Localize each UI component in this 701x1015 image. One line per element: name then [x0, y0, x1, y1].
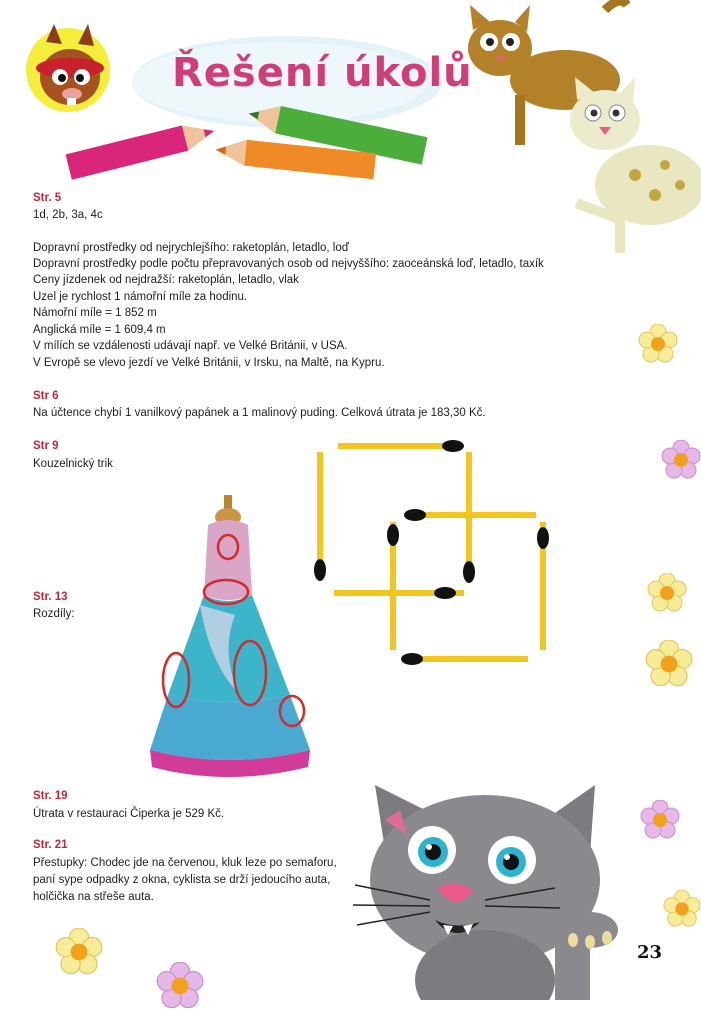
str-21-line-1: Přestupky: Chodec jde na červenou, kluk leze po semaforu, [33, 857, 337, 869]
flower-icon [55, 928, 103, 976]
str-5-line-3: Dopravní prostředky od nejrychlejšího: raketoplán, letadlo, loď [33, 242, 349, 254]
str-5-line-10: V Evropě se vlevo jezdí ve Velké Británii, v Irsku, na Maltě, na Kypru. [33, 357, 385, 369]
flower-icon [647, 573, 687, 613]
str-5-line-8: Anglická míle = 1 609,4 m [33, 324, 166, 336]
matchstick-puzzle [300, 430, 560, 670]
heading-str-9: Str 9 [33, 440, 59, 452]
heading-str-13: Str. 13 [33, 591, 68, 603]
pencils-icon [55, 100, 435, 190]
page-number: 23 [637, 942, 663, 963]
flower-icon [638, 324, 678, 364]
str-5-line-9: V mílích se vzdálenosti udávají např. ve Velké Británii, v USA. [33, 340, 348, 352]
grey-cat-icon [345, 780, 630, 1000]
str-5-line-7: Námořní míle = 1 852 m [33, 307, 157, 319]
flower-icon [645, 640, 693, 688]
page-title: Řešení úkolů [172, 50, 473, 96]
str-6-text: Na účtence chybí 1 vanilkový papánek a 1 malinový puding. Celková útrata je 183,30 Kč. [33, 407, 486, 419]
str-13-text: Rozdíly: [33, 608, 75, 620]
str-5-line-5: Ceny jízdenek od nejdražší: raketoplán, letadlo, vlak [33, 274, 299, 286]
str-5-line-4: Dopravní prostředky podle počtu přepravovaných osob od nejvyššího: zaoceánská loď, letadlo, taxík [33, 258, 544, 270]
flower-icon [661, 440, 701, 480]
spotted-cat-icon [555, 75, 701, 255]
heading-str-19: Str. 19 [33, 790, 68, 802]
dress-illustration [140, 495, 320, 795]
str-9-text: Kouzelnický trik [33, 458, 113, 470]
heading-str-5: Str. 5 [33, 192, 62, 204]
heading-str-6: Str 6 [33, 390, 59, 402]
str-21-line-3: holčička na střeše auta. [33, 891, 154, 903]
str-5-line-1: 1d, 2b, 3a, 4c [33, 209, 103, 221]
flower-icon [663, 890, 701, 928]
str-19-text: Útrata v restauraci Čiperka je 529 Kč. [33, 808, 225, 820]
flower-icon [640, 800, 680, 840]
flower-icon [156, 962, 204, 1000]
heading-str-21: Str. 21 [33, 839, 68, 851]
str-5-line-6: Uzel je rychlost 1 námořní míle za hodinu. [33, 291, 248, 303]
str-21-line-2: paní sype odpadky z okna, cyklista se drží jedoucího auta, [33, 874, 331, 886]
